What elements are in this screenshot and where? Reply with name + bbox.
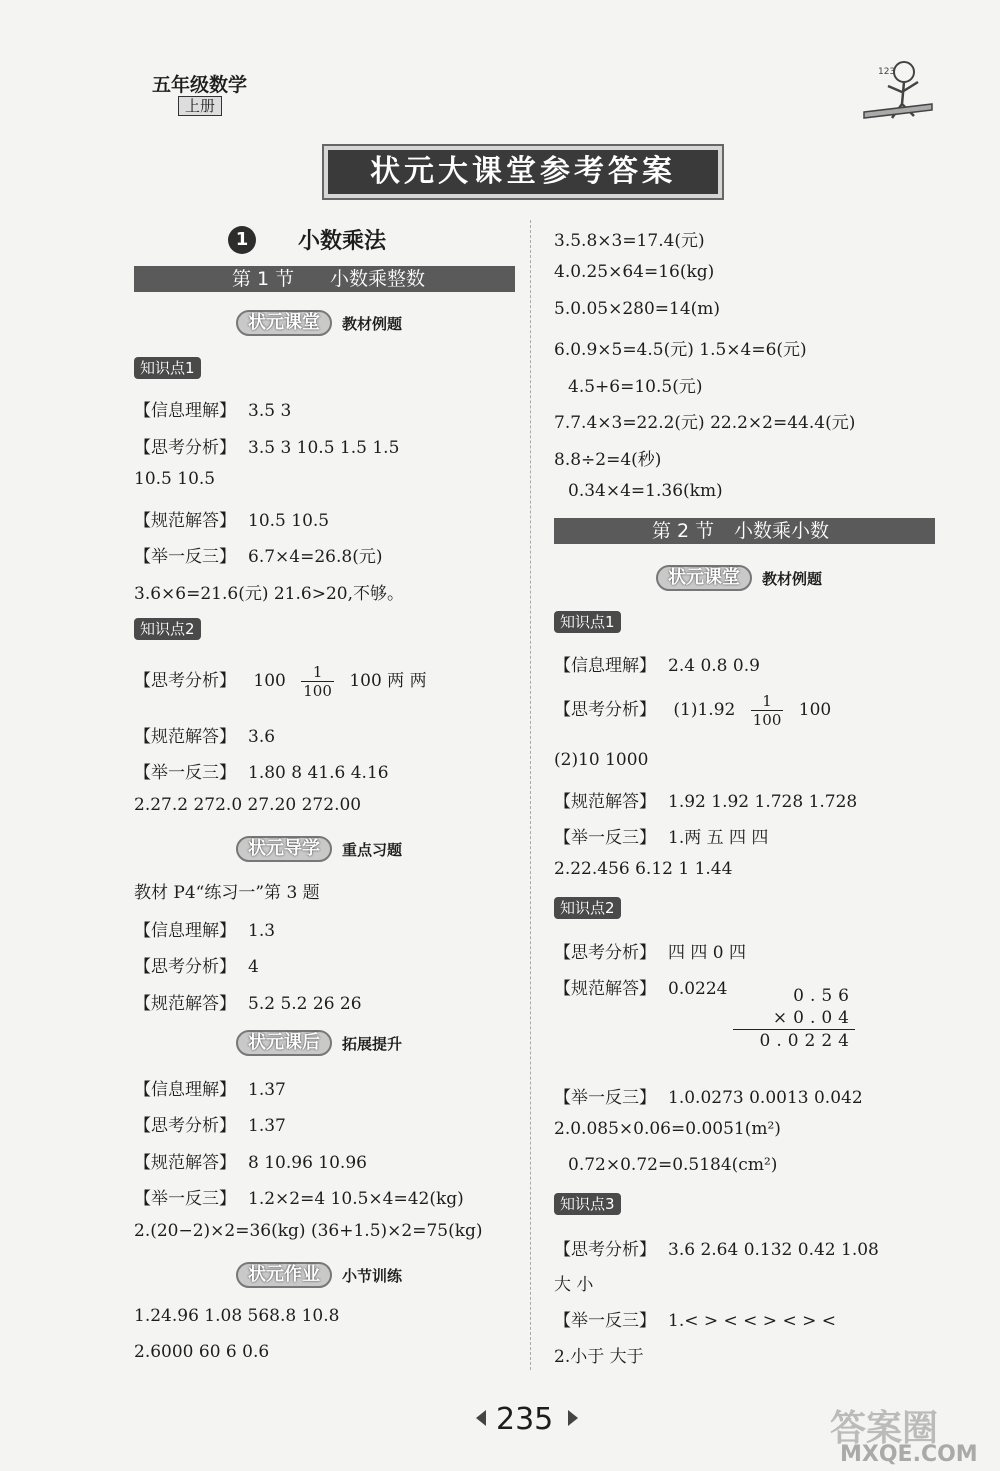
answer-line: 10.5 10.5 (134, 469, 216, 489)
answer-line: 1.24.96 1.08 568.8 10.8 (134, 1306, 340, 1326)
answer-line: 【举一反三】 1.两 五 四 四 (554, 828, 769, 848)
knowledge-point-3: 知识点3 (554, 1193, 621, 1215)
answer-line: 【举一反三】 1.2×2=4 10.5×4=42(kg) (134, 1189, 464, 1209)
answer-line: 0.34×4=1.36(km) (568, 481, 723, 501)
badge-kehou-label: 状元课后 (236, 1030, 332, 1056)
answer-line: 2.22.456 6.12 1 1.44 (554, 859, 733, 879)
answer-line: 【举一反三】 1.< > < < > < > < (554, 1311, 836, 1331)
badge-zuoye-sub: 小节训练 (342, 1267, 403, 1285)
answer-line: 【信息理解】 1.37 (134, 1080, 286, 1100)
section-1-label: 第 1 节 (232, 268, 295, 290)
answer-line: 3.5.8×3=17.4(元) (554, 231, 705, 251)
answer-line: 【规范解答】 0.0224 (554, 979, 728, 999)
answer-line: 【思考分析】 四 四 0 四 (554, 943, 747, 963)
book-grade: 五年级数学 (152, 74, 248, 96)
answer-line: 【信息理解】 1.3 (134, 921, 276, 941)
calc-multiplicand: 0.56 (793, 986, 855, 1006)
answer-line: 【规范解答】 10.5 10.5 (134, 511, 330, 531)
section-1-title: 小数乘整数 (330, 268, 426, 290)
answer-line: 2.小于 大于 (554, 1347, 644, 1367)
answer-line: 【举一反三】 6.7×4=26.8(元) (134, 547, 383, 567)
watermark-url: MXQE.COM (840, 1442, 978, 1467)
knowledge-point-2: 知识点2 (134, 618, 201, 640)
answer-line: 【规范解答】 1.92 1.92 1.728 1.728 (554, 792, 858, 812)
answer-line: 2.27.2 272.0 27.20 272.00 (134, 795, 362, 815)
answer-line: 【规范解答】 3.6 (134, 727, 276, 747)
answer-line: 8.8÷2=4(秒) (554, 450, 662, 470)
svg-text:123: 123 (878, 67, 896, 77)
answer-line: 【规范解答】 8 10.96 10.96 (134, 1153, 367, 1173)
mascot-illustration-icon (858, 52, 938, 132)
answer-line: 6.0.9×5=4.5(元) 1.5×4=6(元) (554, 340, 807, 360)
knowledge-point-1: 知识点1 (134, 357, 201, 379)
answer-line: 7.7.4×3=22.2(元) 22.2×2=44.4(元) (554, 413, 856, 433)
badge-ketang-sub: 教材例题 (342, 315, 403, 333)
answer-line: 【思考分析】 1.37 (134, 1116, 286, 1136)
badge-daoxue-label: 状元导学 (236, 836, 332, 862)
answer-line: 【举一反三】 1.80 8 41.6 4.16 (134, 763, 389, 783)
page-number: 235 (496, 1402, 554, 1437)
answer-line: 【思考分析】 (1)1.92 $\frac{1}{100}$ 100 (554, 692, 832, 729)
fraction: $\frac{1}{100}$ (752, 692, 782, 729)
prev-page-arrow-icon (476, 1410, 486, 1426)
knowledge-point-1: 知识点1 (554, 611, 621, 633)
answer-line: 【思考分析】 3.6 2.64 0.132 0.42 1.08 (554, 1240, 879, 1260)
vertical-multiplication (733, 985, 855, 1052)
answer-line: 【举一反三】 1.0.0273 0.0013 0.042 (554, 1088, 863, 1108)
answer-line: 【思考分析】 4 (134, 957, 259, 977)
calc-multiplier: ×0.04 (772, 1008, 855, 1028)
chapter-title: 小数乘法 (298, 229, 387, 254)
knowledge-point-2: 知识点2 (554, 897, 621, 919)
badge-daoxue-sub: 重点习题 (342, 841, 403, 859)
answer-line: 3.6×6=21.6(元) 21.6>20,不够。 (134, 584, 404, 604)
column-divider (530, 220, 531, 1370)
answer-line: (2)10 1000 (554, 750, 649, 770)
answer-line: 0.72×0.72=0.5184(cm²) (568, 1155, 778, 1175)
section-bar-2 (554, 518, 935, 544)
badge-zuoye-label: 状元作业 (236, 1262, 332, 1288)
answer-line: 【信息理解】 2.4 0.8 0.9 (554, 656, 760, 676)
answer-line: 2.0.085×0.06=0.0051(m²) (554, 1119, 781, 1139)
answer-line: 【规范解答】 5.2 5.2 26 26 (134, 994, 362, 1014)
section-2-label: 第 2 节 (652, 520, 715, 542)
answer-line: 4.5+6=10.5(元) (568, 377, 703, 397)
answer-line: 5.0.05×280=14(m) (554, 299, 721, 319)
section-bar-1 (134, 266, 515, 292)
banner-title: 状元大课堂参考答案 (370, 154, 676, 189)
answer-line: 【思考分析】 100 $\frac{1}{100}$ 100 两 两 (134, 663, 427, 700)
answer-line: 2.(20−2)×2=36(kg) (36+1.5)×2=75(kg) (134, 1221, 483, 1241)
answer-line: 4.0.25×64=16(kg) (554, 262, 715, 282)
answer-line: 大 小 (554, 1275, 594, 1295)
answer-line: 【思考分析】 3.5 3 10.5 1.5 1.5 (134, 438, 400, 458)
calc-product: 0.0224 (759, 1031, 855, 1051)
badge-ketang-sub: 教材例题 (762, 570, 823, 588)
answer-line: 2.6000 60 6 0.6 (134, 1342, 270, 1362)
page-banner (328, 150, 718, 194)
next-page-arrow-icon (568, 1410, 578, 1426)
book-volume: 上册 (178, 96, 222, 116)
section-2-title: 小数乘小数 (734, 520, 830, 542)
watermark-logo: 答案圈 (830, 1408, 939, 1449)
badge-kehou-sub: 拓展提升 (342, 1035, 403, 1053)
fraction: $\frac{1}{100}$ (303, 663, 332, 700)
badge-ketang-label: 状元课堂 (656, 565, 752, 591)
exercise-reference: 教材 P4“练习一”第 3 题 (134, 883, 320, 903)
answer-line: 【信息理解】 3.5 3 (134, 401, 292, 421)
chapter-number: 1 (228, 226, 256, 254)
badge-ketang-label: 状元课堂 (236, 310, 332, 336)
